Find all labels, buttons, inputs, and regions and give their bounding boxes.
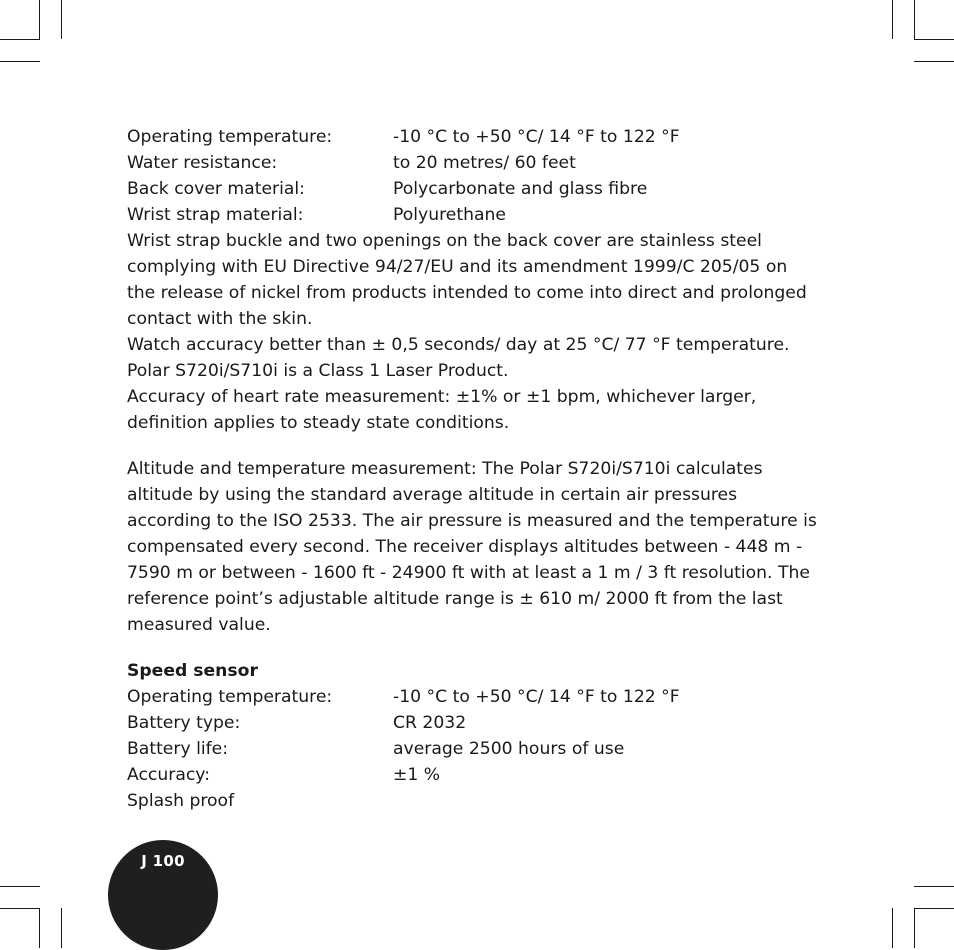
splash-proof-note: Splash proof (127, 791, 235, 811)
page-number-tab (108, 840, 218, 950)
section-gap (127, 436, 817, 456)
crop-mark-top-right-vertical-2 (914, 0, 915, 40)
spec-value: -10 °C to +50 °C/ 14 °F to 122 °F (393, 687, 680, 707)
spec-value: to 20 metres/ 60 feet (393, 153, 576, 173)
section-gap (127, 638, 817, 658)
altitude-paragraph: Altitude and temperature measurement: The Polar S720i/S710i calculates altitude by using the standard average altitude in certain air pressures according to the ISO 2533. The air pressure is measured and the temperature is compensated every second. The receiver displays altitudes between - 448 m - 7590 m or between - 1600 ft - 24900 ft with at least a 1 m / 3 ft resolution. The reference point’s adjustable altitude range is ± 610 m/ 2000 ft from the last measured value. (127, 459, 817, 635)
heart-rate-accuracy-paragraph: Accuracy of heart rate measurement: ±1% or ±1 bpm, whichever larger, definition applies to steady state conditions. (127, 387, 757, 433)
spec-row (127, 762, 817, 788)
spec-label: Back cover material: (127, 179, 305, 199)
watch-specs-table (127, 124, 817, 228)
spec-row (127, 124, 817, 150)
crop-mark-top-left-vertical-2 (39, 0, 40, 40)
laser-class-paragraph: Polar S720i/S710i is a Class 1 Laser Product. (127, 361, 509, 381)
crop-mark-top-left-vertical (61, 0, 62, 39)
page-number: J 100 (141, 852, 185, 870)
spec-value: ±1 % (393, 765, 441, 785)
spec-value: average 2500 hours of use (393, 739, 625, 759)
crop-mark-bottom-right-horizontal-2 (914, 908, 954, 909)
spec-value: -10 °C to +50 °C/ 14 °F to 122 °F (393, 127, 680, 147)
spec-row (127, 736, 817, 762)
spec-value: CR 2032 (393, 713, 467, 733)
spec-label: Battery type: (127, 713, 241, 733)
crop-mark-top-right-horizontal (914, 39, 954, 40)
spec-row (127, 684, 817, 710)
spec-row (127, 710, 817, 736)
speed-sensor-specs-table (127, 684, 817, 788)
crop-mark-top-right-horizontal-2 (914, 61, 954, 62)
page-content (127, 124, 817, 814)
crop-mark-bottom-right-vertical-2 (914, 908, 915, 948)
crop-mark-top-left-horizontal (0, 39, 40, 40)
spec-label: Operating temperature: (127, 687, 333, 707)
speed-sensor-heading: Speed sensor (127, 661, 258, 681)
nickel-compliance-paragraph: Wrist strap buckle and two openings on the back cover are stainless steel complying with EU Directive 94/27/EU and its amendment 1999/C 205/05 on the release of nickel from products intended to come into direct and prolonged contact with the skin. (127, 231, 807, 329)
spec-label: Water resistance: (127, 153, 278, 173)
spec-label: Operating temperature: (127, 127, 333, 147)
spec-row (127, 202, 817, 228)
crop-mark-bottom-left-vertical-2 (61, 908, 62, 948)
spec-label: Wrist strap material: (127, 205, 304, 225)
crop-mark-bottom-left-horizontal (0, 886, 40, 887)
watch-accuracy-paragraph: Watch accuracy better than ± 0,5 seconds/ day at 25 °C/ 77 °F temperature. (127, 335, 790, 355)
spec-label: Accuracy: (127, 765, 211, 785)
spec-row (127, 150, 817, 176)
spec-value: Polyurethane (393, 205, 507, 225)
spec-row (127, 176, 817, 202)
spec-value: Polycarbonate and glass fibre (393, 179, 648, 199)
crop-mark-bottom-left-horizontal-2 (0, 908, 40, 909)
crop-mark-top-right-vertical (892, 0, 893, 39)
crop-mark-bottom-left-vertical (39, 908, 40, 948)
crop-mark-top-left-horizontal-2 (0, 61, 40, 62)
spec-label: Battery life: (127, 739, 229, 759)
crop-mark-bottom-right-vertical (892, 908, 893, 948)
crop-mark-bottom-right-horizontal (914, 886, 954, 887)
